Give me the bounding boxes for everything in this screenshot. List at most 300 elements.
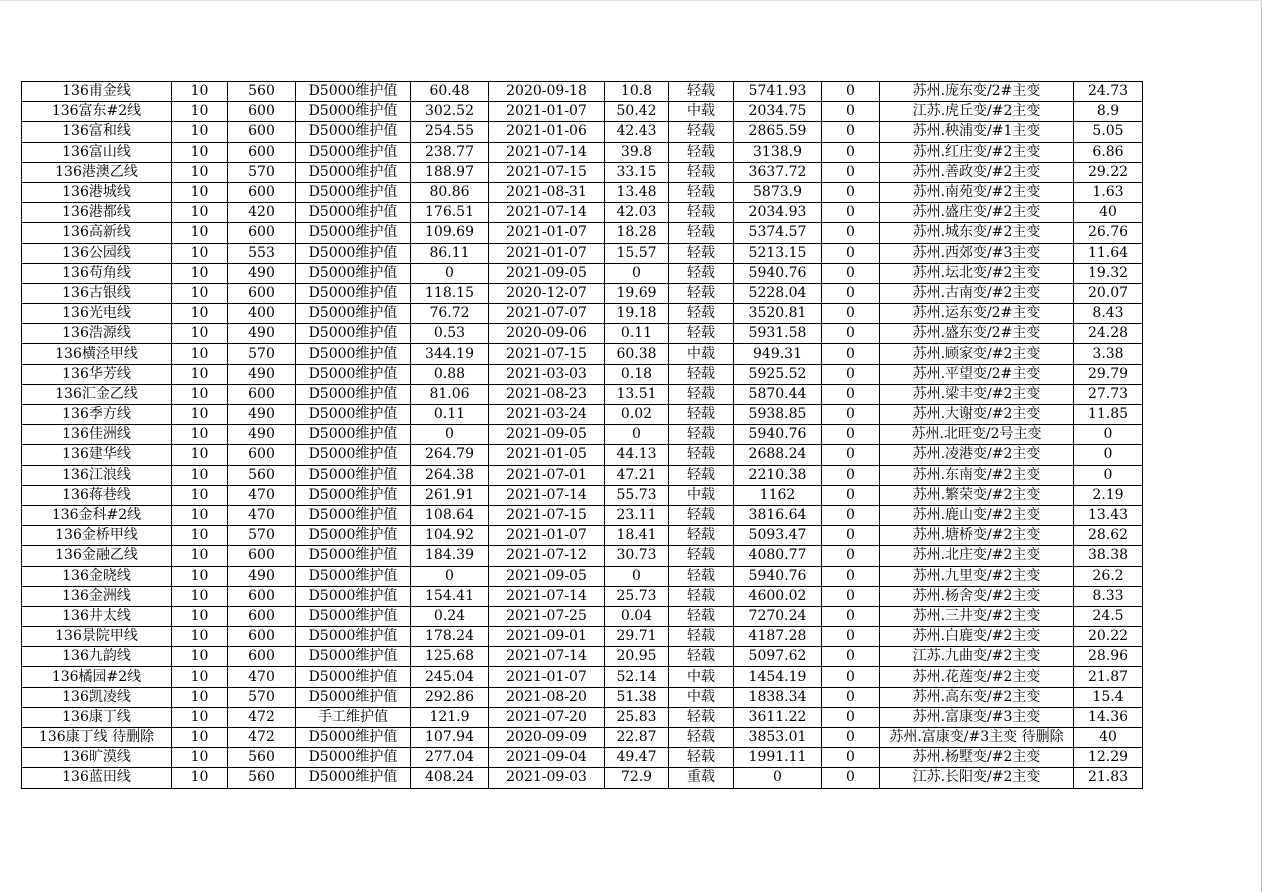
max-current-cell[interactable]: 408.24: [411, 768, 489, 788]
table-row[interactable]: [22, 687, 1143, 707]
rated-current-cell[interactable]: 490: [228, 405, 296, 425]
load-rate-cell[interactable]: 33.15: [605, 162, 669, 182]
max-current-cell[interactable]: 125.68: [411, 647, 489, 667]
remaining-capacity-cell[interactable]: 949.31: [734, 344, 822, 364]
table-row[interactable]: [22, 768, 1143, 788]
transformer-cell[interactable]: 苏州.古南变/#2主变: [880, 283, 1074, 303]
transformer-cell[interactable]: 苏州.杨舍变/#2主变: [880, 586, 1074, 606]
table-row[interactable]: [22, 546, 1143, 566]
voltage-cell[interactable]: 10: [172, 263, 228, 283]
value-cell[interactable]: 21.87: [1074, 667, 1143, 687]
rated-current-cell[interactable]: 600: [228, 102, 296, 122]
table-row[interactable]: [22, 728, 1143, 748]
date-cell[interactable]: 2021-09-05: [489, 263, 605, 283]
transformer-cell[interactable]: 苏州.盛东变/2#主变: [880, 324, 1074, 344]
transformer-cell[interactable]: 苏州.秧浦变/#1主变: [880, 122, 1074, 142]
date-cell[interactable]: 2021-07-01: [489, 465, 605, 485]
load-level-cell[interactable]: 轻载: [669, 445, 734, 465]
load-rate-cell[interactable]: 13.51: [605, 384, 669, 404]
voltage-cell[interactable]: 10: [172, 364, 228, 384]
line-name-cell[interactable]: 136九韵线: [22, 647, 172, 667]
load-rate-cell[interactable]: 0.11: [605, 324, 669, 344]
voltage-cell[interactable]: 10: [172, 546, 228, 566]
source-cell[interactable]: D5000维护值: [296, 102, 411, 122]
flag-cell[interactable]: 0: [822, 425, 880, 445]
load-level-cell[interactable]: 轻载: [669, 586, 734, 606]
value-cell[interactable]: 24.5: [1074, 606, 1143, 626]
transformer-cell[interactable]: 苏州.西郊变/#3主变: [880, 243, 1074, 263]
date-cell[interactable]: 2021-07-14: [489, 485, 605, 505]
flag-cell[interactable]: 0: [822, 566, 880, 586]
load-level-cell[interactable]: 轻载: [669, 82, 734, 102]
remaining-capacity-cell[interactable]: 5925.52: [734, 364, 822, 384]
source-cell[interactable]: D5000维护值: [296, 606, 411, 626]
voltage-cell[interactable]: 10: [172, 384, 228, 404]
remaining-capacity-cell[interactable]: 4600.02: [734, 586, 822, 606]
value-cell[interactable]: 1.63: [1074, 182, 1143, 202]
rated-current-cell[interactable]: 553: [228, 243, 296, 263]
table-row[interactable]: [22, 102, 1143, 122]
load-rate-cell[interactable]: 0.18: [605, 364, 669, 384]
source-cell[interactable]: 手工维护值: [296, 707, 411, 727]
voltage-cell[interactable]: 10: [172, 425, 228, 445]
transformer-cell[interactable]: 苏州.白鹿变/#2主变: [880, 627, 1074, 647]
value-cell[interactable]: 29.22: [1074, 162, 1143, 182]
flag-cell[interactable]: 0: [822, 687, 880, 707]
line-name-cell[interactable]: 136富山线: [22, 142, 172, 162]
date-cell[interactable]: 2021-01-06: [489, 122, 605, 142]
source-cell[interactable]: D5000维护值: [296, 647, 411, 667]
flag-cell[interactable]: 0: [822, 243, 880, 263]
load-rate-cell[interactable]: 42.03: [605, 203, 669, 223]
value-cell[interactable]: 0: [1074, 425, 1143, 445]
value-cell[interactable]: 0: [1074, 445, 1143, 465]
value-cell[interactable]: 11.85: [1074, 405, 1143, 425]
value-cell[interactable]: 29.79: [1074, 364, 1143, 384]
value-cell[interactable]: 2.19: [1074, 485, 1143, 505]
date-cell[interactable]: 2021-08-31: [489, 182, 605, 202]
remaining-capacity-cell[interactable]: 2210.38: [734, 465, 822, 485]
date-cell[interactable]: 2021-07-14: [489, 203, 605, 223]
load-rate-cell[interactable]: 49.47: [605, 748, 669, 768]
value-cell[interactable]: 8.43: [1074, 304, 1143, 324]
flag-cell[interactable]: 0: [822, 405, 880, 425]
load-rate-cell[interactable]: 25.73: [605, 586, 669, 606]
load-rate-cell[interactable]: 55.73: [605, 485, 669, 505]
load-level-cell[interactable]: 轻载: [669, 647, 734, 667]
line-name-cell[interactable]: 136金融乙线: [22, 546, 172, 566]
voltage-cell[interactable]: 10: [172, 405, 228, 425]
load-rate-cell[interactable]: 60.38: [605, 344, 669, 364]
voltage-cell[interactable]: 10: [172, 324, 228, 344]
transformer-cell[interactable]: 江苏.虎丘变/#2主变: [880, 102, 1074, 122]
flag-cell[interactable]: 0: [822, 748, 880, 768]
flag-cell[interactable]: 0: [822, 526, 880, 546]
line-name-cell[interactable]: 136华芳线: [22, 364, 172, 384]
load-level-cell[interactable]: 轻载: [669, 223, 734, 243]
transformer-cell[interactable]: 苏州.庞东变/2#主变: [880, 82, 1074, 102]
line-name-cell[interactable]: 136富东#2线: [22, 102, 172, 122]
value-cell[interactable]: 15.4: [1074, 687, 1143, 707]
value-cell[interactable]: 20.22: [1074, 627, 1143, 647]
load-rate-cell[interactable]: 30.73: [605, 546, 669, 566]
remaining-capacity-cell[interactable]: 5741.93: [734, 82, 822, 102]
table-row[interactable]: [22, 465, 1143, 485]
voltage-cell[interactable]: 10: [172, 748, 228, 768]
load-rate-cell[interactable]: 39.8: [605, 142, 669, 162]
value-cell[interactable]: 27.73: [1074, 384, 1143, 404]
source-cell[interactable]: D5000维护值: [296, 728, 411, 748]
max-current-cell[interactable]: 121.9: [411, 707, 489, 727]
max-current-cell[interactable]: 0.11: [411, 405, 489, 425]
load-rate-cell[interactable]: 0: [605, 425, 669, 445]
source-cell[interactable]: D5000维护值: [296, 566, 411, 586]
load-rate-cell[interactable]: 47.21: [605, 465, 669, 485]
table-row[interactable]: [22, 526, 1143, 546]
max-current-cell[interactable]: 238.77: [411, 142, 489, 162]
line-name-cell[interactable]: 136凯凌线: [22, 687, 172, 707]
remaining-capacity-cell[interactable]: 2865.59: [734, 122, 822, 142]
value-cell[interactable]: 21.83: [1074, 768, 1143, 788]
rated-current-cell[interactable]: 570: [228, 526, 296, 546]
load-rate-cell[interactable]: 15.57: [605, 243, 669, 263]
date-cell[interactable]: 2021-07-14: [489, 647, 605, 667]
voltage-cell[interactable]: 10: [172, 768, 228, 788]
transformer-cell[interactable]: 苏州.南苑变/#2主变: [880, 182, 1074, 202]
line-name-cell[interactable]: 136公园线: [22, 243, 172, 263]
table-row[interactable]: [22, 203, 1143, 223]
transformer-cell[interactable]: 苏州.三井变/#2主变: [880, 606, 1074, 626]
date-cell[interactable]: 2021-03-24: [489, 405, 605, 425]
voltage-cell[interactable]: 10: [172, 526, 228, 546]
max-current-cell[interactable]: 264.79: [411, 445, 489, 465]
max-current-cell[interactable]: 176.51: [411, 203, 489, 223]
max-current-cell[interactable]: 261.91: [411, 485, 489, 505]
flag-cell[interactable]: 0: [822, 324, 880, 344]
load-rate-cell[interactable]: 10.8: [605, 82, 669, 102]
date-cell[interactable]: 2020-09-06: [489, 324, 605, 344]
transformer-cell[interactable]: 苏州.运东变/2#主变: [880, 304, 1074, 324]
table-row[interactable]: [22, 647, 1143, 667]
flag-cell[interactable]: 0: [822, 162, 880, 182]
load-level-cell[interactable]: 轻载: [669, 324, 734, 344]
transformer-cell[interactable]: 苏州.杨墅变/#2主变: [880, 748, 1074, 768]
load-level-cell[interactable]: 轻载: [669, 505, 734, 525]
value-cell[interactable]: 13.43: [1074, 505, 1143, 525]
max-current-cell[interactable]: 264.38: [411, 465, 489, 485]
rated-current-cell[interactable]: 490: [228, 425, 296, 445]
max-current-cell[interactable]: 0.53: [411, 324, 489, 344]
voltage-cell[interactable]: 10: [172, 485, 228, 505]
date-cell[interactable]: 2020-09-09: [489, 728, 605, 748]
table-row[interactable]: [22, 627, 1143, 647]
remaining-capacity-cell[interactable]: 1838.34: [734, 687, 822, 707]
remaining-capacity-cell[interactable]: 5938.85: [734, 405, 822, 425]
remaining-capacity-cell[interactable]: 4080.77: [734, 546, 822, 566]
rated-current-cell[interactable]: 420: [228, 203, 296, 223]
load-rate-cell[interactable]: 0.02: [605, 405, 669, 425]
load-level-cell[interactable]: 轻载: [669, 283, 734, 303]
voltage-cell[interactable]: 10: [172, 707, 228, 727]
transformer-cell[interactable]: 苏州.平望变/2#主变: [880, 364, 1074, 384]
flag-cell[interactable]: 0: [822, 505, 880, 525]
line-name-cell[interactable]: 136橘园#2线: [22, 667, 172, 687]
load-level-cell[interactable]: 轻载: [669, 162, 734, 182]
table-row[interactable]: [22, 223, 1143, 243]
date-cell[interactable]: 2021-07-07: [489, 304, 605, 324]
load-level-cell[interactable]: 轻载: [669, 606, 734, 626]
table-row[interactable]: [22, 162, 1143, 182]
flag-cell[interactable]: 0: [822, 485, 880, 505]
voltage-cell[interactable]: 10: [172, 344, 228, 364]
rated-current-cell[interactable]: 470: [228, 485, 296, 505]
table-row[interactable]: [22, 263, 1143, 283]
max-current-cell[interactable]: 104.92: [411, 526, 489, 546]
value-cell[interactable]: 8.33: [1074, 586, 1143, 606]
load-rate-cell[interactable]: 13.48: [605, 182, 669, 202]
max-current-cell[interactable]: 86.11: [411, 243, 489, 263]
transformer-cell[interactable]: 苏州.坛北变/#2主变: [880, 263, 1074, 283]
transformer-cell[interactable]: 苏州.九里变/#2主变: [880, 566, 1074, 586]
table-row[interactable]: [22, 364, 1143, 384]
load-level-cell[interactable]: 轻载: [669, 748, 734, 768]
value-cell[interactable]: 12.29: [1074, 748, 1143, 768]
source-cell[interactable]: D5000维护值: [296, 203, 411, 223]
date-cell[interactable]: 2021-09-04: [489, 748, 605, 768]
rated-current-cell[interactable]: 470: [228, 667, 296, 687]
load-rate-cell[interactable]: 42.43: [605, 122, 669, 142]
transformer-cell[interactable]: 苏州.大谢变/#2主变: [880, 405, 1074, 425]
max-current-cell[interactable]: 107.94: [411, 728, 489, 748]
source-cell[interactable]: D5000维护值: [296, 364, 411, 384]
rated-current-cell[interactable]: 490: [228, 263, 296, 283]
table-row[interactable]: [22, 405, 1143, 425]
load-rate-cell[interactable]: 19.18: [605, 304, 669, 324]
load-level-cell[interactable]: 轻载: [669, 122, 734, 142]
table-row[interactable]: [22, 344, 1143, 364]
load-level-cell[interactable]: 轻载: [669, 465, 734, 485]
voltage-cell[interactable]: 10: [172, 465, 228, 485]
voltage-cell[interactable]: 10: [172, 223, 228, 243]
flag-cell[interactable]: 0: [822, 445, 880, 465]
table-row[interactable]: [22, 606, 1143, 626]
max-current-cell[interactable]: 60.48: [411, 82, 489, 102]
transformer-cell[interactable]: 苏州.塘桥变/#2主变: [880, 526, 1074, 546]
max-current-cell[interactable]: 76.72: [411, 304, 489, 324]
rated-current-cell[interactable]: 600: [228, 606, 296, 626]
source-cell[interactable]: D5000维护值: [296, 465, 411, 485]
value-cell[interactable]: 20.07: [1074, 283, 1143, 303]
line-name-cell[interactable]: 136横泾甲线: [22, 344, 172, 364]
flag-cell[interactable]: 0: [822, 768, 880, 788]
flag-cell[interactable]: 0: [822, 102, 880, 122]
source-cell[interactable]: D5000维护值: [296, 667, 411, 687]
load-level-cell[interactable]: 轻载: [669, 142, 734, 162]
line-name-cell[interactable]: 136浩源线: [22, 324, 172, 344]
flag-cell[interactable]: 0: [822, 182, 880, 202]
line-name-cell[interactable]: 136季方线: [22, 405, 172, 425]
flag-cell[interactable]: 0: [822, 465, 880, 485]
load-rate-cell[interactable]: 29.71: [605, 627, 669, 647]
max-current-cell[interactable]: 154.41: [411, 586, 489, 606]
load-rate-cell[interactable]: 44.13: [605, 445, 669, 465]
load-rate-cell[interactable]: 18.28: [605, 223, 669, 243]
load-level-cell[interactable]: 轻载: [669, 627, 734, 647]
transformer-cell[interactable]: 苏州.富康变/#3主变: [880, 707, 1074, 727]
remaining-capacity-cell[interactable]: 5931.58: [734, 324, 822, 344]
remaining-capacity-cell[interactable]: 3816.64: [734, 505, 822, 525]
table-row[interactable]: [22, 485, 1143, 505]
max-current-cell[interactable]: 0.24: [411, 606, 489, 626]
voltage-cell[interactable]: 10: [172, 182, 228, 202]
date-cell[interactable]: 2021-07-12: [489, 546, 605, 566]
date-cell[interactable]: 2021-01-07: [489, 243, 605, 263]
load-rate-cell[interactable]: 0.04: [605, 606, 669, 626]
source-cell[interactable]: D5000维护值: [296, 243, 411, 263]
date-cell[interactable]: 2021-01-07: [489, 526, 605, 546]
load-level-cell[interactable]: 轻载: [669, 707, 734, 727]
remaining-capacity-cell[interactable]: 5213.15: [734, 243, 822, 263]
voltage-cell[interactable]: 10: [172, 687, 228, 707]
value-cell[interactable]: 28.62: [1074, 526, 1143, 546]
source-cell[interactable]: D5000维护值: [296, 82, 411, 102]
max-current-cell[interactable]: 118.15: [411, 283, 489, 303]
flag-cell[interactable]: 0: [822, 546, 880, 566]
rated-current-cell[interactable]: 600: [228, 586, 296, 606]
max-current-cell[interactable]: 0: [411, 566, 489, 586]
remaining-capacity-cell[interactable]: 1454.19: [734, 667, 822, 687]
load-rate-cell[interactable]: 23.11: [605, 505, 669, 525]
value-cell[interactable]: 0: [1074, 465, 1143, 485]
transformer-cell[interactable]: 苏州.高东变/#2主变: [880, 687, 1074, 707]
max-current-cell[interactable]: 81.06: [411, 384, 489, 404]
table-row[interactable]: [22, 182, 1143, 202]
load-level-cell[interactable]: 轻载: [669, 364, 734, 384]
value-cell[interactable]: 40: [1074, 203, 1143, 223]
voltage-cell[interactable]: 10: [172, 445, 228, 465]
load-level-cell[interactable]: 中载: [669, 687, 734, 707]
load-rate-cell[interactable]: 20.95: [605, 647, 669, 667]
flag-cell[interactable]: 0: [822, 627, 880, 647]
remaining-capacity-cell[interactable]: 5097.62: [734, 647, 822, 667]
rated-current-cell[interactable]: 600: [228, 283, 296, 303]
transformer-cell[interactable]: 苏州.盛庄变/#2主变: [880, 203, 1074, 223]
voltage-cell[interactable]: 10: [172, 102, 228, 122]
remaining-capacity-cell[interactable]: 3520.81: [734, 304, 822, 324]
remaining-capacity-cell[interactable]: 5093.47: [734, 526, 822, 546]
remaining-capacity-cell[interactable]: 3611.22: [734, 707, 822, 727]
max-current-cell[interactable]: 178.24: [411, 627, 489, 647]
rated-current-cell[interactable]: 600: [228, 223, 296, 243]
voltage-cell[interactable]: 10: [172, 586, 228, 606]
rated-current-cell[interactable]: 600: [228, 384, 296, 404]
line-name-cell[interactable]: 136港都线: [22, 203, 172, 223]
max-current-cell[interactable]: 0: [411, 425, 489, 445]
transformer-cell[interactable]: 苏州.北庄变/#2主变: [880, 546, 1074, 566]
remaining-capacity-cell[interactable]: 4187.28: [734, 627, 822, 647]
line-name-cell[interactable]: 136富和线: [22, 122, 172, 142]
source-cell[interactable]: D5000维护值: [296, 526, 411, 546]
rated-current-cell[interactable]: 490: [228, 566, 296, 586]
load-rate-cell[interactable]: 52.14: [605, 667, 669, 687]
date-cell[interactable]: 2021-07-15: [489, 505, 605, 525]
transformer-cell[interactable]: 苏州.凌港变/#2主变: [880, 445, 1074, 465]
table-row[interactable]: [22, 667, 1143, 687]
table-row[interactable]: [22, 425, 1143, 445]
rated-current-cell[interactable]: 600: [228, 142, 296, 162]
rated-current-cell[interactable]: 600: [228, 445, 296, 465]
transformer-cell[interactable]: 苏州.繁荣变/#2主变: [880, 485, 1074, 505]
flag-cell[interactable]: 0: [822, 606, 880, 626]
date-cell[interactable]: 2020-09-18: [489, 82, 605, 102]
table-row[interactable]: [22, 122, 1143, 142]
transformer-cell[interactable]: 苏州.红庄变/#2主变: [880, 142, 1074, 162]
load-level-cell[interactable]: 中载: [669, 485, 734, 505]
voltage-cell[interactable]: 10: [172, 162, 228, 182]
voltage-cell[interactable]: 10: [172, 82, 228, 102]
date-cell[interactable]: 2021-03-03: [489, 364, 605, 384]
remaining-capacity-cell[interactable]: 5940.76: [734, 425, 822, 445]
flag-cell[interactable]: 0: [822, 384, 880, 404]
date-cell[interactable]: 2021-09-05: [489, 566, 605, 586]
value-cell[interactable]: 11.64: [1074, 243, 1143, 263]
source-cell[interactable]: D5000维护值: [296, 687, 411, 707]
rated-current-cell[interactable]: 472: [228, 707, 296, 727]
value-cell[interactable]: 38.38: [1074, 546, 1143, 566]
line-name-cell[interactable]: 136高新线: [22, 223, 172, 243]
line-name-cell[interactable]: 136港澳乙线: [22, 162, 172, 182]
remaining-capacity-cell[interactable]: 1991.11: [734, 748, 822, 768]
transformer-cell[interactable]: 苏州.善政变/#2主变: [880, 162, 1074, 182]
remaining-capacity-cell[interactable]: 5940.76: [734, 566, 822, 586]
flag-cell[interactable]: 0: [822, 728, 880, 748]
rated-current-cell[interactable]: 600: [228, 546, 296, 566]
date-cell[interactable]: 2021-01-05: [489, 445, 605, 465]
line-name-cell[interactable]: 136甫金线: [22, 82, 172, 102]
value-cell[interactable]: 24.28: [1074, 324, 1143, 344]
value-cell[interactable]: 26.2: [1074, 566, 1143, 586]
voltage-cell[interactable]: 10: [172, 505, 228, 525]
line-name-cell[interactable]: 136江浪线: [22, 465, 172, 485]
flag-cell[interactable]: 0: [822, 364, 880, 384]
load-level-cell[interactable]: 轻载: [669, 182, 734, 202]
max-current-cell[interactable]: 292.86: [411, 687, 489, 707]
value-cell[interactable]: 28.96: [1074, 647, 1143, 667]
max-current-cell[interactable]: 108.64: [411, 505, 489, 525]
remaining-capacity-cell[interactable]: 2034.93: [734, 203, 822, 223]
date-cell[interactable]: 2021-01-07: [489, 223, 605, 243]
max-current-cell[interactable]: 184.39: [411, 546, 489, 566]
load-level-cell[interactable]: 轻载: [669, 425, 734, 445]
max-current-cell[interactable]: 245.04: [411, 667, 489, 687]
date-cell[interactable]: 2021-01-07: [489, 667, 605, 687]
voltage-cell[interactable]: 10: [172, 203, 228, 223]
remaining-capacity-cell[interactable]: 5374.57: [734, 223, 822, 243]
flag-cell[interactable]: 0: [822, 283, 880, 303]
remaining-capacity-cell[interactable]: 5873.9: [734, 182, 822, 202]
date-cell[interactable]: 2021-08-23: [489, 384, 605, 404]
load-level-cell[interactable]: 轻载: [669, 405, 734, 425]
flag-cell[interactable]: 0: [822, 223, 880, 243]
date-cell[interactable]: 2021-01-07: [489, 102, 605, 122]
voltage-cell[interactable]: 10: [172, 283, 228, 303]
value-cell[interactable]: 6.86: [1074, 142, 1143, 162]
table-row[interactable]: [22, 707, 1143, 727]
load-rate-cell[interactable]: 72.9: [605, 768, 669, 788]
line-name-cell[interactable]: 136苟角线: [22, 263, 172, 283]
rated-current-cell[interactable]: 560: [228, 82, 296, 102]
date-cell[interactable]: 2021-07-14: [489, 142, 605, 162]
